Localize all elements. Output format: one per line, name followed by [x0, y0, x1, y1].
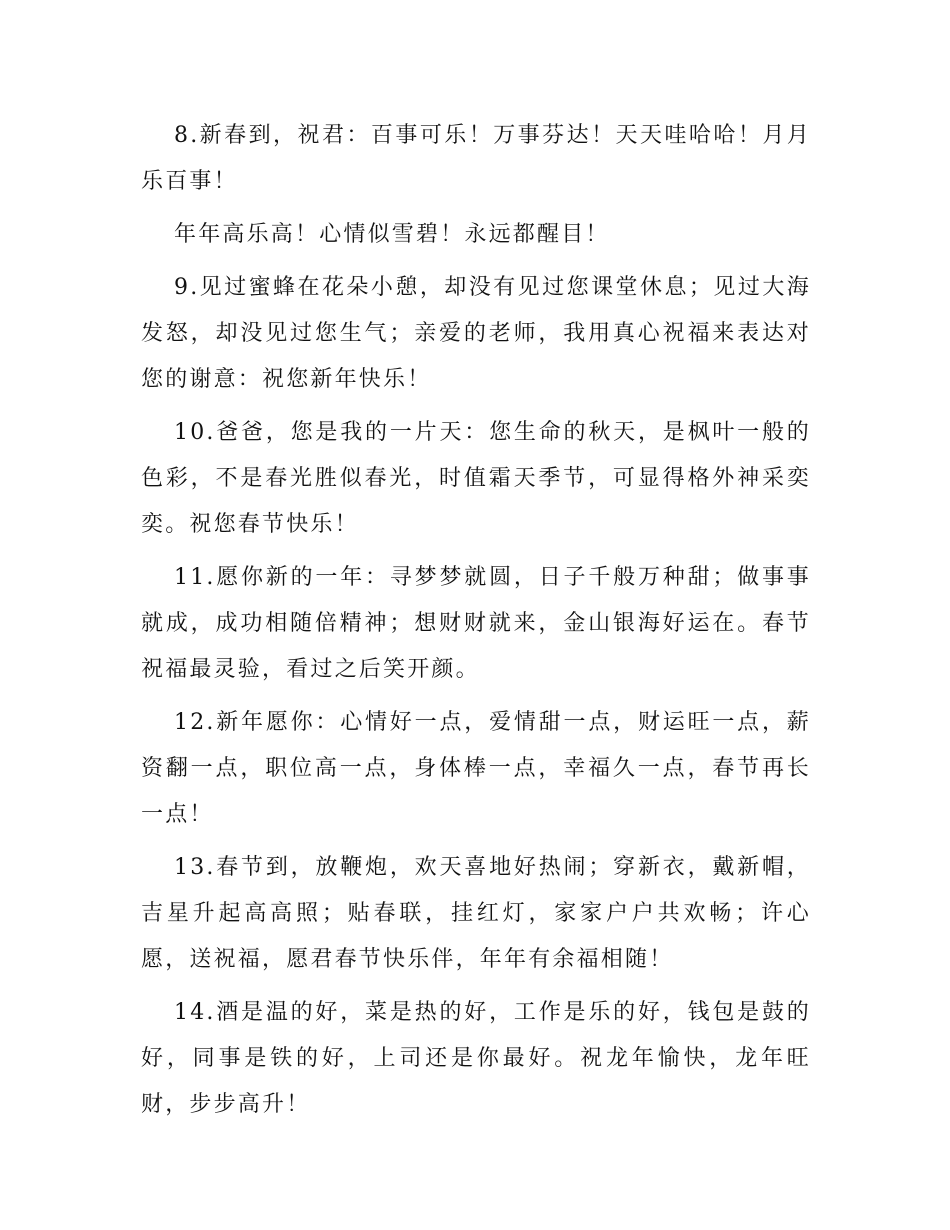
paragraph-14: 14.酒是温的好，菜是热的好，工作是乐的好，钱包是鼓的好，同事是铁的好，上司还是你最好。祝龙年愉快，龙年旺财，步步高升！: [141, 1000, 811, 1117]
paragraph-11: 11.愿你新的一年：寻梦梦就圆，日子千般万种甜；做事事就成，成功相随倍精神；想财财就来，金山银海好运在。春节祝福最灵验，看过之后笑开颜。: [141, 565, 811, 682]
document-body: [141, 113, 811, 1135]
paragraph-12: 12.新年愿你：心情好一点，爱情甜一点，财运旺一点，薪资翻一点，职位高一点，身体棒一点，幸福久一点，春节再长一点！: [141, 710, 811, 827]
paragraph-8-continued: 年年高乐高！心情似雪碧！永远都醒目！: [174, 222, 610, 247]
paragraph-9: 9.见过蜜蜂在花朵小憩，却没有见过您课堂休息；见过大海发怒，却没见过您生气；亲爱的老师，我用真心祝福来表达对您的谢意：祝您新年快乐！: [141, 275, 811, 392]
paragraph-13: 13.春节到，放鞭炮，欢天喜地好热闹；穿新衣，戴新帽，吉星升起高高照；贴春联，挂红灯，家家户户共欢畅；许心愿，送祝福，愿君春节快乐伴，年年有余福相随！: [141, 855, 811, 972]
paragraph-10: 10.爸爸，您是我的一片天：您生命的秋天，是枫叶一般的色彩，不是春光胜似春光，时值霜天季节，可显得格外神采奕奕。祝您春节快乐！: [141, 420, 811, 537]
paragraph-8: 8.新春到，祝君：百事可乐！万事芬达！天天哇哈哈！月月乐百事！: [141, 123, 811, 194]
